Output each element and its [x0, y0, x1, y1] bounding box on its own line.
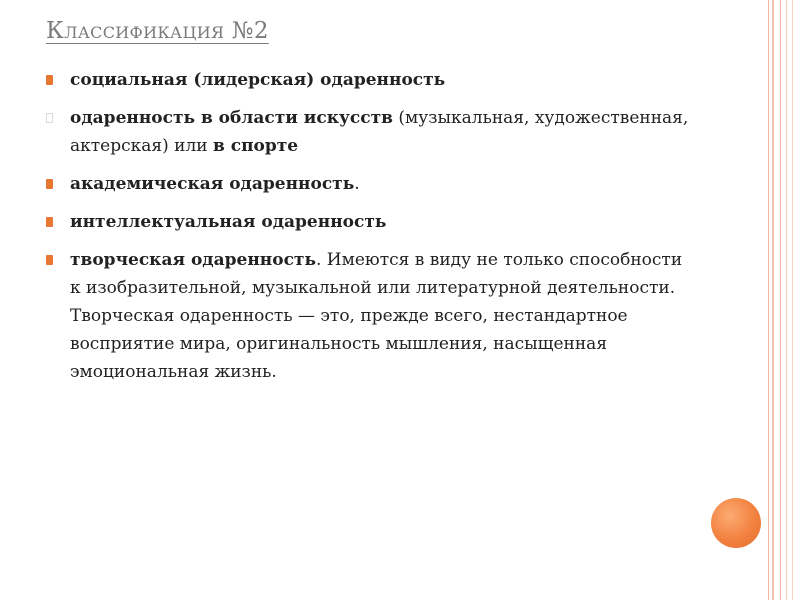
bullet-item-social	[46, 66, 696, 94]
square-bullet-icon	[46, 75, 53, 85]
bullet-item-creative	[46, 246, 696, 386]
decorative-line	[780, 0, 781, 600]
bullet-list	[46, 66, 696, 396]
bullet-text: .	[354, 174, 360, 194]
bullet-bold-text-sport: в спорте	[213, 136, 299, 156]
bullet-text: (музыкальная, художественная, актерская) или	[70, 108, 689, 156]
bullet-item-academic	[46, 170, 696, 198]
bullet-item-arts	[46, 104, 696, 160]
square-bullet-icon	[46, 255, 53, 265]
decorative-circle	[711, 498, 761, 548]
decorative-line	[792, 0, 793, 600]
bullet-bold-text: одаренность в области искусств	[70, 108, 393, 128]
bullet-text: . Имеются в виду не только способности к изобразительной, музыкальной или литературной деятельности. Творческая одаренность — это, прежде всего, нестандартное восприятие мира, оригинальность мышления, насыщенная эмоциональная жизнь.	[70, 250, 683, 382]
square-bullet-icon	[46, 179, 53, 189]
bullet-bold-text: социальная (лидерская) одаренность	[70, 70, 446, 90]
bullet-bold-text: академическая одаренность	[70, 174, 355, 194]
bullet-item-intellectual	[46, 208, 696, 236]
square-bullet-icon	[46, 113, 53, 123]
square-bullet-icon	[46, 217, 53, 227]
bullet-bold-text: интеллектуальная одаренность	[70, 212, 387, 232]
decorative-line	[768, 0, 769, 600]
decorative-line	[786, 0, 787, 600]
slide-title: Классификация №2	[46, 18, 269, 44]
bullet-bold-text: творческая одаренность	[70, 250, 316, 270]
decorative-line	[772, 0, 774, 600]
